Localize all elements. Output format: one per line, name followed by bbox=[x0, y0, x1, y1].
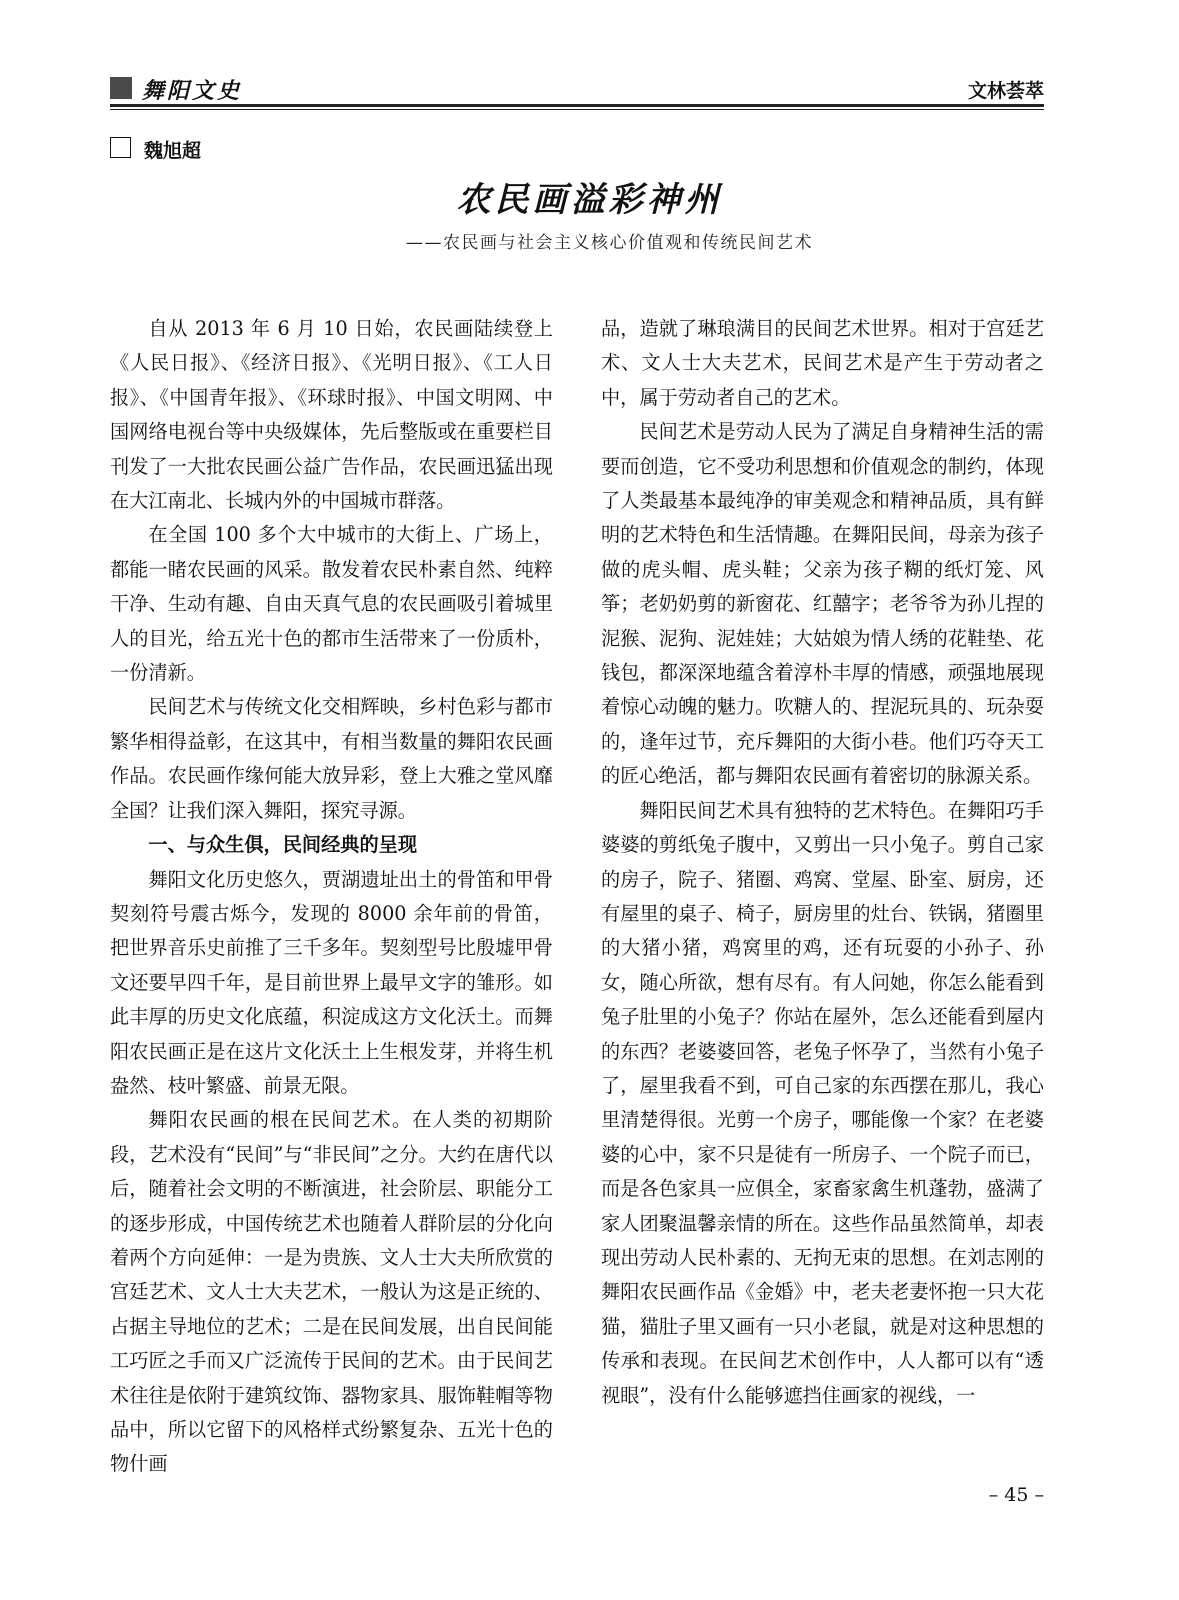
paragraph: 舞阳农民画的根在民间艺术。在人类的初期阶段，艺术没有“民间”与“非民间”之分。大约在唐代以后，随着社会文明的不断演进，社会阶层、职能分工的逐步形成，中国传统艺术也随着人群阶层的分化向着两个方向延伸：一是为贵族、文人士大夫所欣赏的宫廷艺术、文人士大夫艺术，一般认为这是正统的、占据主导地位的艺术；二是在民间发展，出自民间能工巧匠之手而又广泛流传于民间的艺术。由于民间艺术往往是依附于建筑纹饰、器物家具、服饰鞋帽等物品中，所以它留下的风格样式纷繁复杂、五光十色的物什画 bbox=[110, 1108, 553, 1476]
section-heading: 一、与众生俱，民间经典的呈现 bbox=[148, 833, 418, 857]
paragraph: 舞阳文化历史悠久，贾湖遗址出土的骨笛和甲骨契刻符号震古烁今，发现的 8000 余年前的骨笛，把世界音乐史前推了三千多年。契刻型号比殷墟甲骨文还要早四千年，是目前世界上最早文字的雏形。如此丰厚的历史文化底蕴，积淀成这方文化沃土。而舞阳农民画正是在这片文化沃土上生根发芽，并将生机盎然、枝叶繁盛、前景无限。 bbox=[110, 867, 553, 1097]
column-name: 文林荟萃 bbox=[967, 80, 1044, 102]
article-subtitle: ——农民画与社会主义核心价值观和传统民间艺术 bbox=[406, 233, 813, 253]
running-header bbox=[110, 76, 1044, 102]
journal-name: 舞阳文史 bbox=[142, 78, 243, 104]
paragraph: 自从 2013 年 6 月 10 日始，农民画陆续登上《人民日报》、《经济日报》、《光明日报》、《工人日报》、《中国青年报》、《环球时报》、中国文明网、中国网络电视台等中央级媒体，先后整版或在重要栏目刊发了一大批农民画公益广告作品，农民画迅猛出现在大江南北、长城内外的中国城市群落。 bbox=[110, 317, 553, 513]
paragraph-continued: 品，造就了琳琅满目的民间艺术世界。相对于宫廷艺术、文人士大夫艺术，民间艺术是产生于劳动者之中，属于劳动者自己的艺术。 bbox=[601, 317, 1044, 409]
right-column bbox=[601, 312, 1044, 1482]
paragraph: 民间艺术与传统文化交相辉映，乡村色彩与都市繁华相得益彰，在这其中，有相当数量的舞阳农民画作品。农民画作缘何能大放异彩，登上大雅之堂风靡全国？让我们深入舞阳，探究寻源。 bbox=[110, 695, 553, 822]
author-box-mark bbox=[110, 137, 131, 158]
paragraph: 舞阳民间艺术具有独特的艺术特色。在舞阳巧手婆婆的剪纸兔子腹中，又剪出一只小兔子。剪自己家的房子，院子、猪圈、鸡窝、堂屋、卧室、厨房，还有屋里的桌子、椅子，厨房里的灶台、铁锅，猪圈里的大猪小猪，鸡窝里的鸡，还有玩耍的小孙子、孙女，随心所欲，想有尽有。有人问她，你怎么能看到兔子肚里的小兔子？你站在屋外，怎么还能看到屋内的东西？老婆婆回答，老兔子怀孕了，当然有小兔子了，屋里我看不到，可自己家的东西摆在那儿，我心里清楚得很。光剪一个房子，哪能像一个家？在老婆婆的心中，家不只是徒有一所房子、一个院子而已，而是各色家具一应俱全，家畜家禽生机蓬勃，盛满了家人团聚温馨亲情的所在。这些作品虽然简单，却表现出劳动人民朴素的、无拘无束的思想。在刘志刚的舞阳农民画作品《金婚》中，老夫老妻怀抱一只大花猫，猫肚子里又画有一只小老鼠，就是对这种思想的传承和表现。在民间艺术创作中，人人都可以有“透视眼”，没有什么能够遮挡住画家的视线，一 bbox=[601, 798, 1044, 1407]
header-rule-thick bbox=[110, 104, 1044, 107]
paragraph: 民间艺术是劳动人民为了满足自身精神生活的需要而创造，它不受功利思想和价值观念的制约，体现了人类最基本最纯净的审美观念和精神品质，具有鲜明的艺术特色和生活情趣。在舞阳民间，母亲为孩子做的虎头帽、虎头鞋；父亲为孩子糊的纸灯笼、风筝；老奶奶剪的新窗花、红囍字；老爷爷为孙儿捏的泥猴、泥狗、泥娃娃；大姑娘为情人绣的花鞋垫、花钱包，都深深地蕴含着淳朴丰厚的情感，顽强地展现着惊心动魄的魅力。吹糖人的、捏泥玩具的、玩杂耍的，逢年过节，充斥舞阳的大街小巷。他们巧夺天工的匠心绝活，都与舞阳农民画有着密切的脉源关系。 bbox=[601, 420, 1044, 788]
header-square-mark bbox=[110, 77, 132, 99]
left-column bbox=[110, 312, 553, 1482]
header-rule-thin bbox=[110, 109, 1044, 110]
author-name: 魏旭超 bbox=[144, 140, 202, 162]
paragraph: 在全国 100 多个大中城市的大街上、广场上，都能一睹农民画的风采。散发着农民朴素自然、纯粹干净、生动有趣、自由天真气息的农民画吸引着城里人的目光，给五光十色的都市生活带来了一份质朴，一份清新。 bbox=[110, 523, 553, 685]
article-title: 农民画溢彩神州 bbox=[456, 180, 723, 220]
page-number: – 45 – bbox=[988, 1484, 1044, 1506]
